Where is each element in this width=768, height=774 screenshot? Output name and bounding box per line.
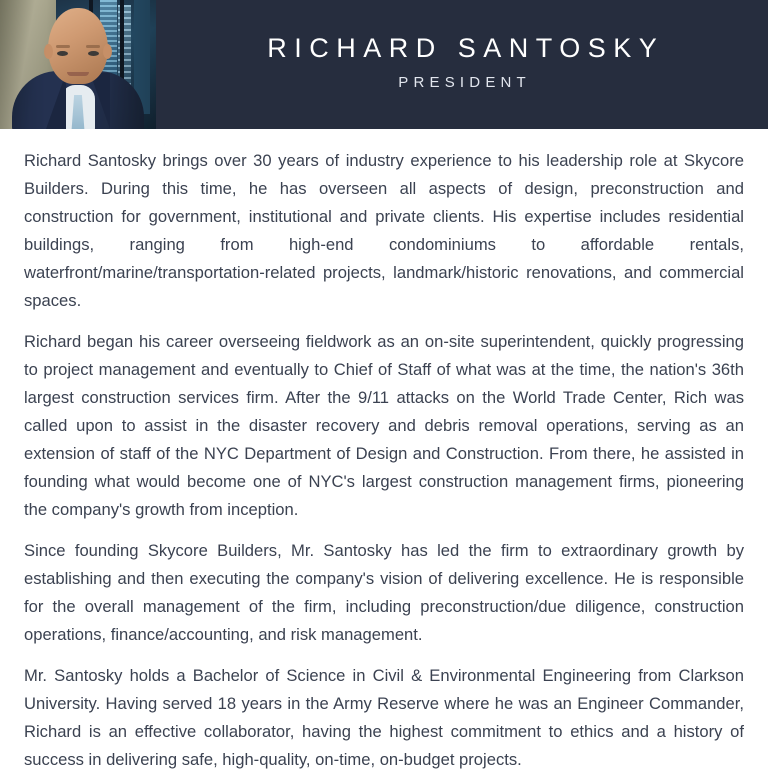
bio-paragraph: Richard Santosky brings over 30 years of industry experience to his leadership role at Skycore Builders. During this time, he has overseen all aspects of design, preconstruction and construction for government, institutional and private clients. His expertise includes residential buildings, ranging from high-end condominiums to affordable rentals, waterfront/marine/transportation-related projects, landmark/historic renovations, and commercial spaces. — [24, 151, 744, 310]
photo-lapel-right — [90, 73, 110, 129]
photo-ear-left — [44, 44, 53, 59]
photo-eye-right — [88, 51, 99, 56]
bio-paragraph: Since founding Skycore Builders, Mr. Santosky has led the firm to extraordinary growth by establishing and then executing the company's vision of delivering excellence. He is responsible for the overall management of the firm, including preconstruction/due diligence, construction operations, finance/accounting, and risk management. — [24, 541, 744, 644]
photo-ear-right — [103, 44, 112, 59]
photo-mouth — [67, 72, 89, 76]
photo-eyebrow-right — [86, 45, 100, 48]
headshot-photo — [0, 0, 156, 129]
person-job-title: PRESIDENT — [398, 73, 531, 91]
photo-eyebrow-left — [56, 45, 70, 48]
photo-eye-left — [57, 51, 68, 56]
header-text-block — [156, 0, 768, 129]
person-name: RICHARD SANTOSKY — [267, 32, 665, 63]
bio-body — [0, 129, 768, 774]
bio-paragraph: Mr. Santosky holds a Bachelor of Science in Civil & Environmental Engineering from Clarkson University. Having served 18 years in the Army Reserve where he was an Engineer Commander, Richard is an effective collaborator, having the highest commitment to ethics and a history of success in delivering safe, high-quality, on-time, on-budget projects. — [24, 666, 744, 769]
bio-paragraph: Richard began his career overseeing fieldwork as an on-site superintendent, quickly progressing to project management and eventually to Chief of Staff of what was at the time, the nation's 36th largest construction services firm. After the 9/11 attacks on the World Trade Center, Rich was called upon to assist in the disaster recovery and debris removal operations, serving as an extension of staff of the NYC Department of Design and Construction. From there, he assisted in founding what would become one of NYC's largest construction management firms, pioneering the company's growth from inception. — [24, 332, 744, 519]
profile-header — [0, 0, 768, 129]
